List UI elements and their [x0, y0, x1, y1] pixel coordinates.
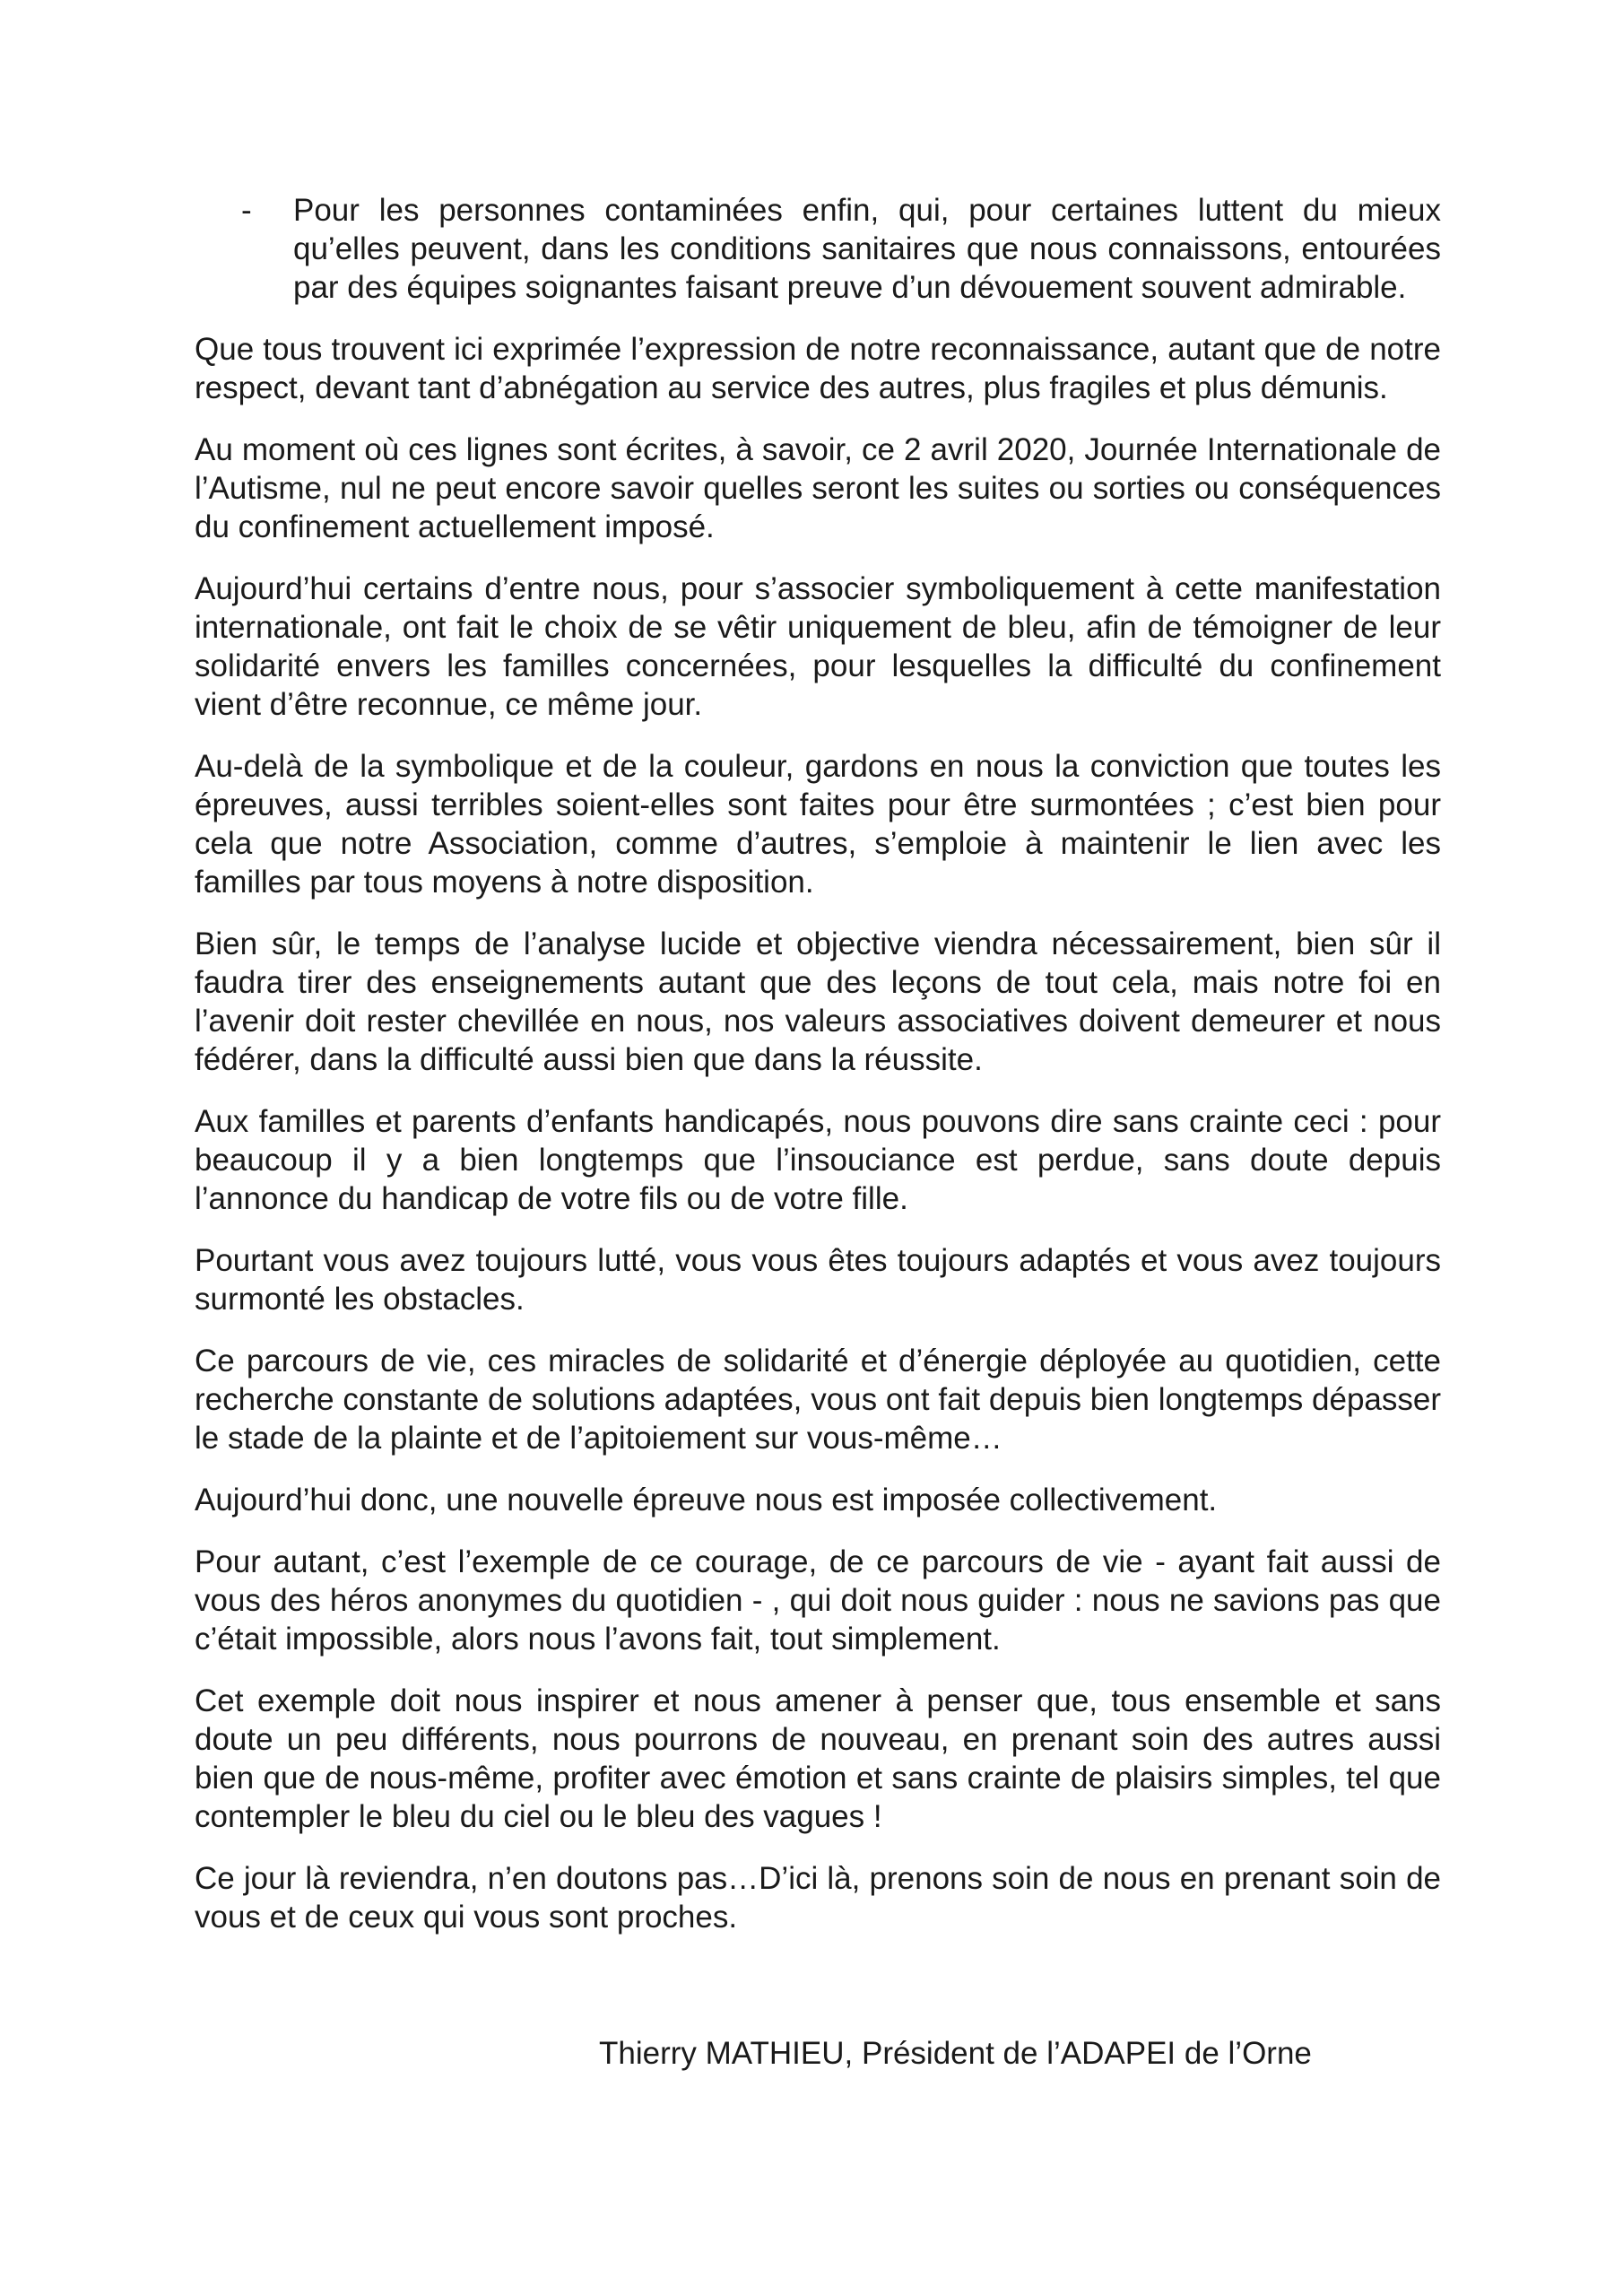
- paragraph-struggle: Pourtant vous avez toujours lutté, vous vous êtes toujours adaptés et vous avez toujours surmonté les obstacles.: [195, 1243, 1441, 1317]
- paragraph-closing: Ce jour là reviendra, n’en doutons pas…D’ici là, prenons soin de nous en prenant soin de vous et de ceux qui vous sont proches.: [195, 1861, 1441, 1935]
- bullet-text: Pour les personnes contaminées enfin, qui, pour certaines luttent du mieux qu’elles peuvent, dans les conditions sanitaires que nous connaissons, entourées par des équipes soignantes faisant preuve d’un dévouement souvent admirable.: [293, 193, 1441, 305]
- paragraph-symbolism: Au-delà de la symbolique et de la couleur, gardons en nous la conviction que toutes les épreuves, aussi terribles soient-elles sont faites pour être surmontées ; c’est bien pour cela que notre Association, comme d’autres, s’emploie à maintenir le lien avec les familles par tous moyens à notre disposition.: [195, 749, 1441, 900]
- paragraph-analysis: Bien sûr, le temps de l’analyse lucide et objective viendra nécessairement, bien sûr il faudra tirer des enseignements autant que des leçons de tout cela, mais notre foi en l’avenir doit rester chevillée en nous, nos valeurs associatives doivent demeurer et nous fédérer, dans la difficulté aussi bien que dans la réussite.: [195, 926, 1441, 1077]
- document-body: [195, 191, 1441, 1960]
- paragraph-wear-blue: Aujourd’hui certains d’entre nous, pour s’associer symboliquement à cette manifestation internationale, ont fait le choix de se vêtir uniquement de bleu, afin de témoigner de leur solidarité envers les familles concernées, pour lesquelles la difficulté du confinement vient d’être reconnue, ce même jour.: [195, 571, 1441, 722]
- bullet-dash: -: [241, 193, 252, 228]
- paragraph-courage: Pour autant, c’est l’exemple de ce courage, de ce parcours de vie - ayant fait aussi de vous des héros anonymes du quotidien - , qui doit nous guider : nous ne savions pas que c’était impossible, alors nous l’avons fait, tout simplement.: [195, 1544, 1441, 1657]
- paragraph-autism-day: Au moment où ces lignes sont écrites, à savoir, ce 2 avril 2020, Journée Internationale de l’Autisme, nul ne peut encore savoir quelles seront les suites ou sorties ou conséquences du confinement actuellement imposé.: [195, 432, 1441, 544]
- paragraph-families: Aux familles et parents d’enfants handicapés, nous pouvons dire sans crainte ceci : pour beaucoup il y a bien longtemps que l’insouciance est perdue, sans doute depuis l’annonce du handicap de votre fils ou de votre fille.: [195, 1104, 1441, 1216]
- paragraph-life-path: Ce parcours de vie, ces miracles de solidarité et d’énergie déployée au quotidien, cette recherche constante de solutions adaptées, vous ont fait depuis bien longtemps dépasser le stade de la plainte et de l’apitoiement sur vous-même…: [195, 1344, 1441, 1456]
- signature-line: Thierry MATHIEU, Président de l’ADAPEI de l’Orne: [599, 2036, 1312, 2071]
- bullet-item: [195, 191, 1441, 307]
- paragraph-inspiration: Cet exemple doit nous inspirer et nous amener à penser que, tous ensemble et sans doute un peu différents, nous pourrons de nouveau, en prenant soin des autres aussi bien que de nous-même, profiter avec émotion et sans crainte de plaisirs simples, tel que contempler le bleu du ciel ou le bleu des vagues !: [195, 1683, 1441, 1834]
- paragraph-gratitude: Que tous trouvent ici exprimée l’expression de notre reconnaissance, autant que de notre respect, devant tant d’abnégation au service des autres, plus fragiles et plus démunis.: [195, 332, 1441, 405]
- paragraph-new-trial: Aujourd’hui donc, une nouvelle épreuve nous est imposée collectivement.: [195, 1483, 1218, 1518]
